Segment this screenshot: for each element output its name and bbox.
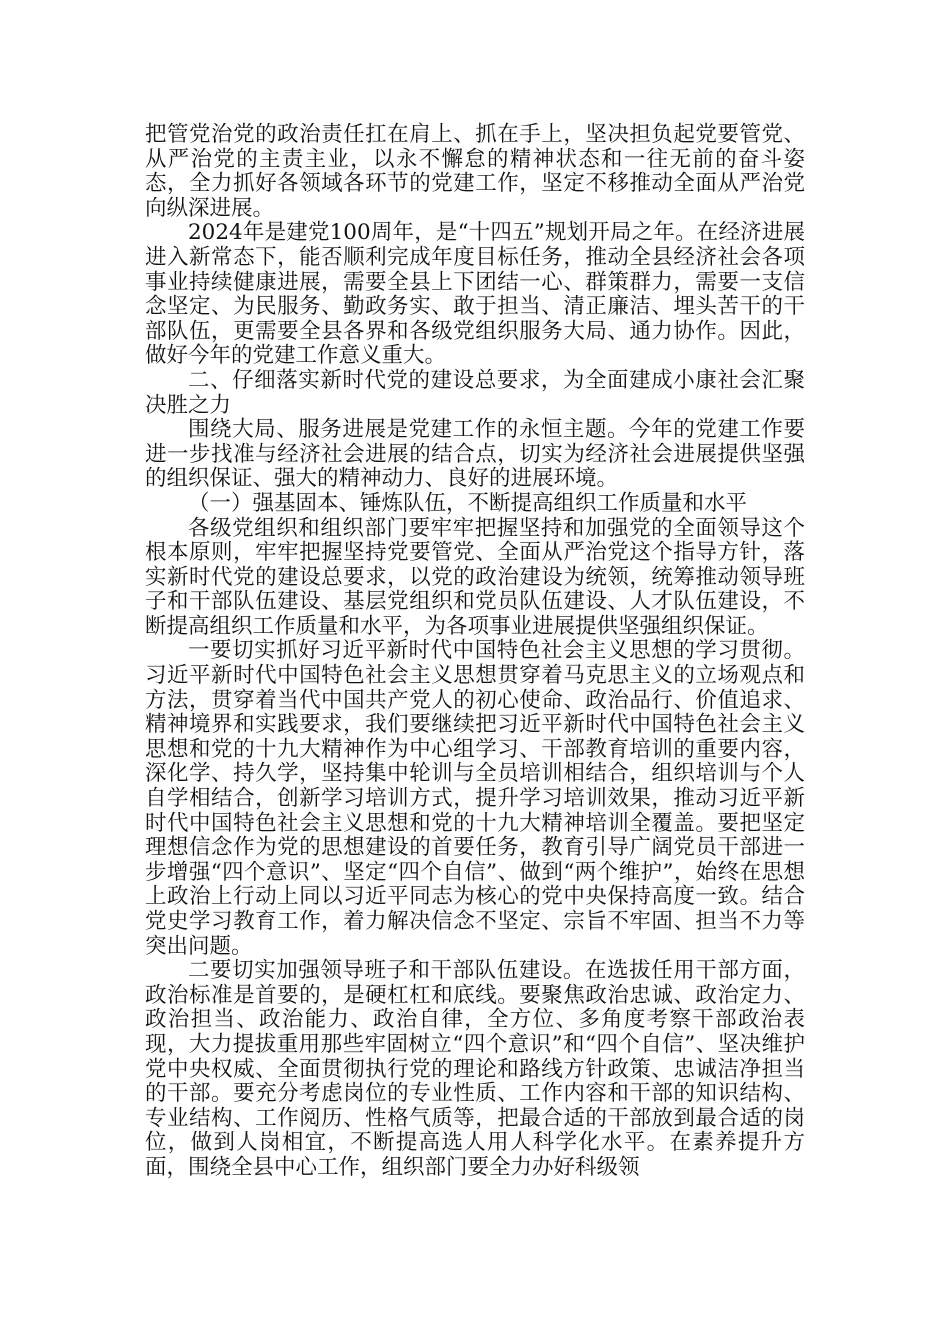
document-body (145, 123, 805, 1181)
paragraph-6: 二要切实加强领导班子和干部队伍建设。在选拔任用干部方面，政治标准是首要的，是硬杠杠和底线。要聚焦政治忠诚、政治定力、政治担当、政治能力、政治自律，全方位、多角度考察干部政治表现，大力提拔重用那些牢固树立“四个意识”和“四个自信”、坚决维护党中央权威、全面贯彻执行党的理论和路线方针政策、忠诚洁净担当的干部。要充分考虑岗位的专业性质、工作内容和干部的知识结构、专业结构、工作阅历、性格气质等，把最合适的干部放到最合适的岗位，做到人岗相宜，不断提高选人用人科学化水平。在素养提升方面，围绕全县中心工作，组织部门要全力办好科级领 (145, 958, 805, 1180)
paragraph-3: 围绕大局、服务进展是党建工作的永恒主题。今年的党建工作要进一步找准与经济社会进展的结合点，切实为经济社会进展提供坚强的组织保证、强大的精神动力、良好的进展环境。 (145, 417, 805, 492)
section-heading-2: 二、仔细落实新时代党的建设总要求，为全面建成小康社会汇聚决胜之力 (145, 367, 805, 418)
paragraph-4: 各级党组织和组织部门要牢牢把握坚持和加强党的全面领导这个根本原则，牢牢把握坚持党要管党、全面从严治党这个指导方针，落实新时代党的建设总要求，以党的政治建设为统领，统筹推动领导班子和干部队伍建设、基层党组织和党员队伍建设、人才队伍建设，不断提高组织工作质量和水平，为各项事业进展提供坚强组织保证。 (145, 515, 805, 639)
subsection-heading-1: （一）强基固本、锤炼队伍，不断提高组织工作质量和水平 (188, 490, 748, 516)
paragraph-1: 把管党治党的政治责任扛在肩上、抓在手上，坚决担负起党要管党、从严治党的主责主业，以永不懈怠的精神状态和一往无前的奋斗姿态，全力抓好各领域各环节的党建工作，坚定不移推动全面从严治党向纵深进展。 (145, 122, 805, 221)
paragraph-5: 一要切实抓好习近平新时代中国特色社会主义思想的学习贯彻。习近平新时代中国特色社会主义思想贯穿着马克思主义的立场观点和方法，贯穿着当代中国共产党人的初心使命、政治品行、价值追求、精神境界和实践要求，我们要继续把习近平新时代中国特色社会主义思想和党的十九大精神作为中心组学习、干部教育培训的重要内容，深化学、持久学，坚持集中轮训与全员培训相结合，组织培训与个人自学相结合，创新学习培训方式，提升学习培训效果，推动习近平新时代中国特色社会主义思想和党的十九大精神培训全覆盖。要把坚定理想信念作为党的思想建设的首要任务，教育引导广阔党员干部进一步增强“四个意识”、坚定“四个自信”、做到“两个维护”，始终在思想上政治上行动上同以习近平同志为核心的党中央保持高度一致。结合党史学习教育工作，着力解决信念不坚定、宗旨不牢固、担当不力等突出问题。 (145, 638, 805, 959)
paragraph-2: 2024年是建党100周年，是“十四五”规划开局之年。在经济进展进入新常态下，能否顺利完成年度目标任务，推动全县经济社会各项事业持续健康进展，需要全县上下团结一心、群策群力，需要一支信念坚定、为民服务、勤政务实、敢于担当、清正廉洁、埋头苦干的干部队伍，更需要全县各界和各级党组织服务大局、通力协作。因此，做好今年的党建工作意义重大。 (145, 220, 805, 369)
